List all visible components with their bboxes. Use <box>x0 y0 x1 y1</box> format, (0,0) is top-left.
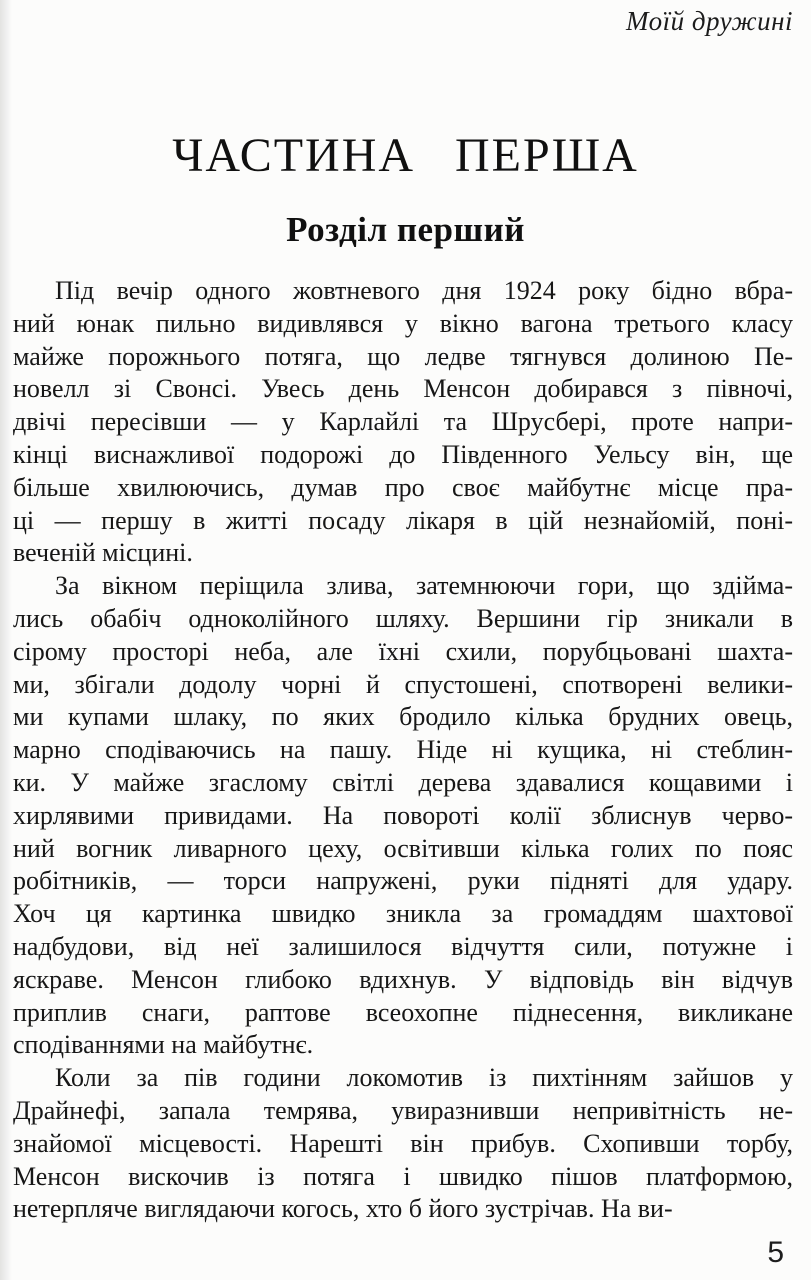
text-line: Драйнефі, запала темрява, увиразнивши непривітність не- <box>13 1095 793 1125</box>
text-line: ми, збігали додолу чорні й спустошені, спотворені велики- <box>13 669 793 699</box>
text-line: хирлявими привидами. На повороті колії зблиснув черво- <box>13 800 793 830</box>
page-number: 5 <box>767 1236 784 1269</box>
part-title: ЧАСТИНА ПЕРША <box>172 129 639 182</box>
text-line: лись обабіч одноколійного шляху. Вершини гір зникали в <box>13 603 793 633</box>
text-line: Менсон вискочив із потяга і швидко пішов платформою, <box>13 1161 793 1191</box>
text-line: робітників, — торси напружені, руки підняті для удару. <box>13 866 793 896</box>
chapter-title: Розділ перший <box>286 210 525 249</box>
text-line: За вікном періщила злива, затемнюючи гори, що здійма- <box>55 571 793 601</box>
text-line: марно сподіваючись на пашу. Ніде ні кущика, ні стеблин- <box>13 735 793 765</box>
dedication-text: Моїй дружині <box>626 6 793 36</box>
text-line: ці — першу в житті посаду лікаря в цій незнайомій, поні- <box>13 505 793 535</box>
text-line: приплив снаги, раптове всеохопне піднесення, викликане <box>13 997 793 1027</box>
text-line: майже порожнього потяга, що ледве тягнувся долиною Пе- <box>13 341 793 371</box>
text-line: сірому просторі неба, але їхні схили, порубцьовані шахта- <box>13 636 793 666</box>
paragraph <box>13 275 793 570</box>
text-line: надбудови, від неї залишилося відчуття сили, потужне і <box>13 931 793 961</box>
text-line: ки. У майже згаслому світлі дерева здавалися кощавими і <box>13 767 793 797</box>
text-line: яскраве. Менсон глибоко вдихнув. У відповідь він відчув <box>13 964 793 994</box>
text-line: Під вечір одного жовтневого дня 1924 року бідно вбра- <box>55 276 793 305</box>
text-line: ми купами шлаку, по яких бродило кілька брудних овець, <box>13 702 793 732</box>
text-line: Коли за пів години локомотив із пихтінням зайшов у <box>55 1063 793 1093</box>
text-line: сподіваннями на майбутнє. <box>13 1030 314 1060</box>
paragraph <box>13 1062 793 1226</box>
text-line: ний юнак пильно видивлявся у вікно вагона третього класу <box>13 308 793 338</box>
body-text <box>13 275 793 1226</box>
text-line: нетерпляче виглядаючи когось, хто б його зустрічав. На ви- <box>13 1194 673 1224</box>
text-line: ний вогник ливарного цеху, освітивши кілька голих по пояс <box>13 833 793 863</box>
text-line: веченій місцині. <box>13 538 193 568</box>
text-line: знайомої місцевості. Нарешті він прибув. Схопивши торбу, <box>13 1128 793 1158</box>
text-line: більше хвилюючись, думав про своє майбутнє місце пра- <box>13 472 793 502</box>
text-line: кінці виснажливої подорожі до Південного Уельсу він, ще <box>13 439 793 469</box>
text-line: двічі пересівши — у Карлайлі та Шрусбері, проте напри- <box>13 407 793 437</box>
text-line: Хоч ця картинка швидко зникла за громаддям шахтової <box>13 899 793 929</box>
paragraph <box>13 570 793 1062</box>
text-line: новелл зі Свонсі. Увесь день Менсон добирався з півночі, <box>13 374 793 404</box>
